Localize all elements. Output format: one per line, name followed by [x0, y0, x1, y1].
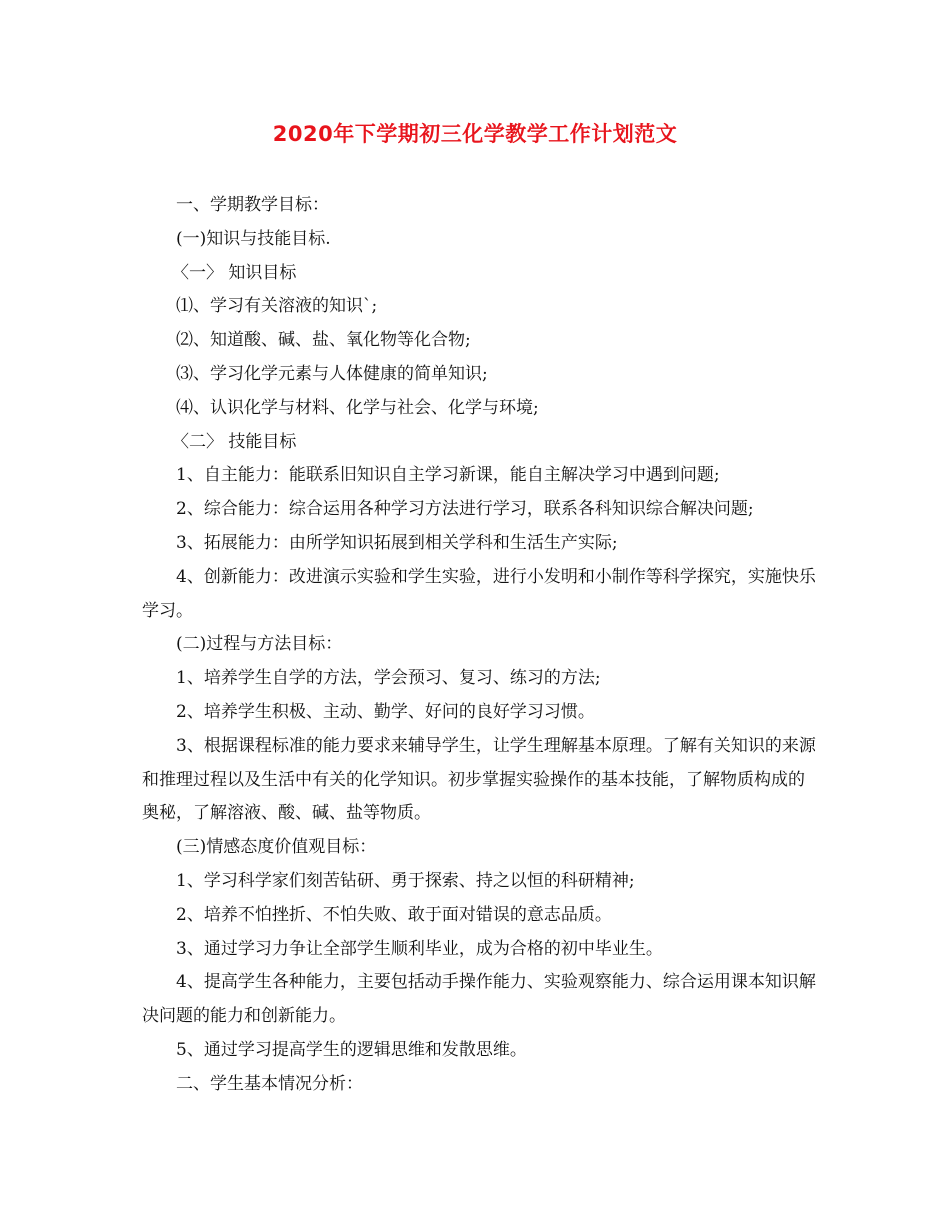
paragraph: 3、通过学习力争让全部学生顺利毕业，成为合格的初中毕业生。 — [176, 938, 663, 959]
paragraph: ⑵、知道酸、碱、盐、氧化物等化合物; — [176, 330, 471, 351]
paragraph: 4、提高学生各种能力，主要包括动手操作能力、实验观察能力、综合运用课本知识解决问题的能力和创新能力。 — [142, 972, 816, 1027]
paragraph: 2、培养不怕挫折、不怕失败、敢于面对错误的意志品质。 — [176, 904, 612, 925]
paragraph: ⑴、学习有关溶液的知识`; — [176, 296, 378, 317]
paragraph: 一、学期教学目标： — [176, 195, 329, 215]
paragraph: 3、根据课程标准的能力要求来辅导学生，让学生理解基本原理。了解有关知识的来源和推理过程以及生活中有关的化学知识。初步掌握实验操作的基本技能，了解物质构成的奥秘，了解溶液、酸、碱、盐等物质。 — [142, 735, 816, 824]
document-body — [142, 189, 817, 1102]
paragraph: 1、自主能力：能联系旧知识自主学习新课，能自主解决学习中遇到问题; — [176, 465, 720, 486]
paragraph: 3、拓展能力：由所学知识拓展到相关学科和生活生产实际; — [176, 532, 618, 553]
paragraph: 4、创新能力：改进演示实验和学生实验，进行小发明和小制作等科学探究，实施快乐学习。 — [142, 566, 816, 621]
paragraph: 〈一〉 知识目标 — [172, 262, 297, 283]
paragraph: 1、学习科学家们刻苦钻研、勇于探索、持之以恒的科研精神; — [176, 870, 635, 891]
paragraph: 二、学生基本情况分析： — [176, 1073, 363, 1094]
paragraph: 5、通过学习提高学生的逻辑思维和发散思维。 — [176, 1039, 527, 1060]
paragraph: ⑷、认识化学与材料、化学与社会、化学与环境; — [176, 397, 539, 418]
paragraph: 2、培养学生积极、主动、勤学、好问的良好学习习惯。 — [176, 701, 595, 722]
paragraph: (一)知识与技能目标. — [176, 228, 331, 249]
document-title: 2020年下学期初三化学教学工作计划范文 — [272, 122, 678, 146]
paragraph: (三)情感态度价值观目标： — [176, 837, 377, 858]
paragraph: (二)过程与方法目标： — [176, 634, 343, 655]
paragraph: 1、培养学生自学的方法，学会预习、复习、练习的方法; — [176, 668, 601, 689]
paragraph: ⑶、学习化学元素与人体健康的简单知识; — [176, 363, 488, 384]
paragraph: 〈二〉 技能目标 — [172, 431, 297, 452]
paragraph: 2、综合能力：综合运用各种学习方法进行学习，联系各科知识综合解决问题; — [176, 499, 754, 520]
